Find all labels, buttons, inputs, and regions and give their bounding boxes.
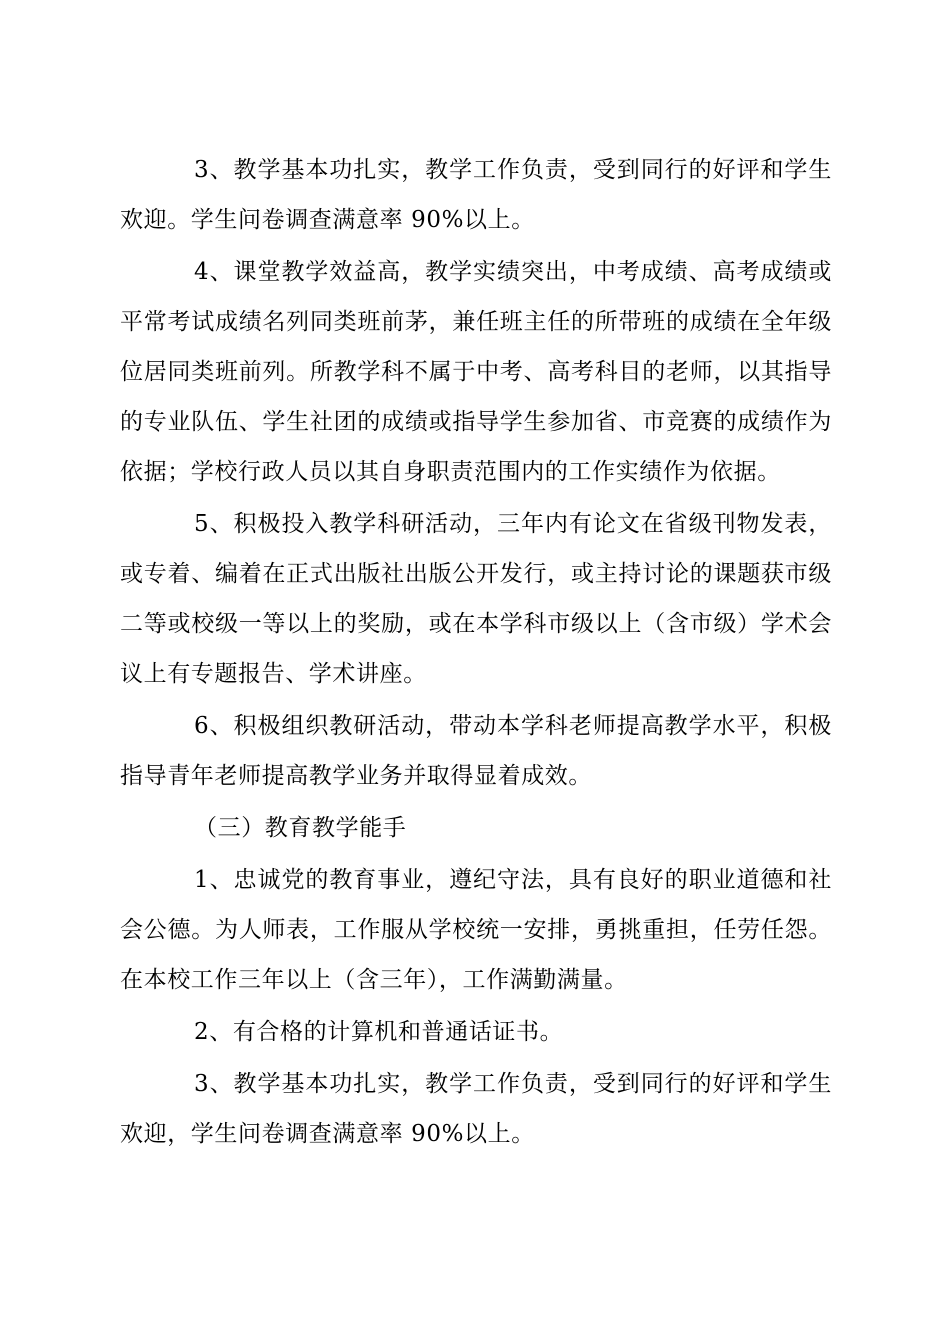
paragraph-item-1-loyalty: 1、忠诚党的教育事业，遵纪守法，具有良好的职业道德和社会公德。为人师表，工作服从学校统一安排，勇挑重担，任劳任怨。在本校工作三年以上（含三年），工作满勤满量。 [120, 867, 832, 993]
paragraph-item-6-teaching-research: 6、积极组织教研活动，带动本学科老师提高教学水平，积极指导青年老师提高教学业务并取得显着成效。 [120, 713, 832, 789]
paragraph-item-5-research: 5、积极投入教学科研活动，三年内有论文在省级刊物发表，或专着、编着在正式出版社出版公开发行，或主持讨论的课题获市级二等或校级一等以上的奖励，或在本学科市级以上（含市级）学术会议上有专题报告、学术讲座。 [120, 511, 832, 687]
paragraph-item-4-results: 4、课堂教学效益高，教学实绩突出，中考成绩、高考成绩或平常考试成绩名列同类班前茅，兼任班主任的所带班的成绩在全年级位居同类班前列。所教学科不属于中考、高考科目的老师，以其指导的专业队伍、学生社团的成绩或指导学生参加省、市竞赛的成绩作为依据；学校行政人员以其自身职责范围内的工作实绩作为依据。 [120, 259, 832, 485]
paragraph-item-3-skills-repeat: 3、教学基本功扎实，教学工作负责，受到同行的好评和学生欢迎，学生问卷调查满意率 90%以上。 [120, 1071, 832, 1147]
document-page [120, 145, 832, 1161]
paragraph-item-3-skills: 3、教学基本功扎实，教学工作负责，受到同行的好评和学生欢迎。学生问卷调查满意率 90%以上。 [120, 157, 832, 233]
paragraph-item-2-certificates: 2、有合格的计算机和普通话证书。 [194, 1019, 564, 1045]
section-heading: （三）教育教学能手 [194, 815, 407, 841]
